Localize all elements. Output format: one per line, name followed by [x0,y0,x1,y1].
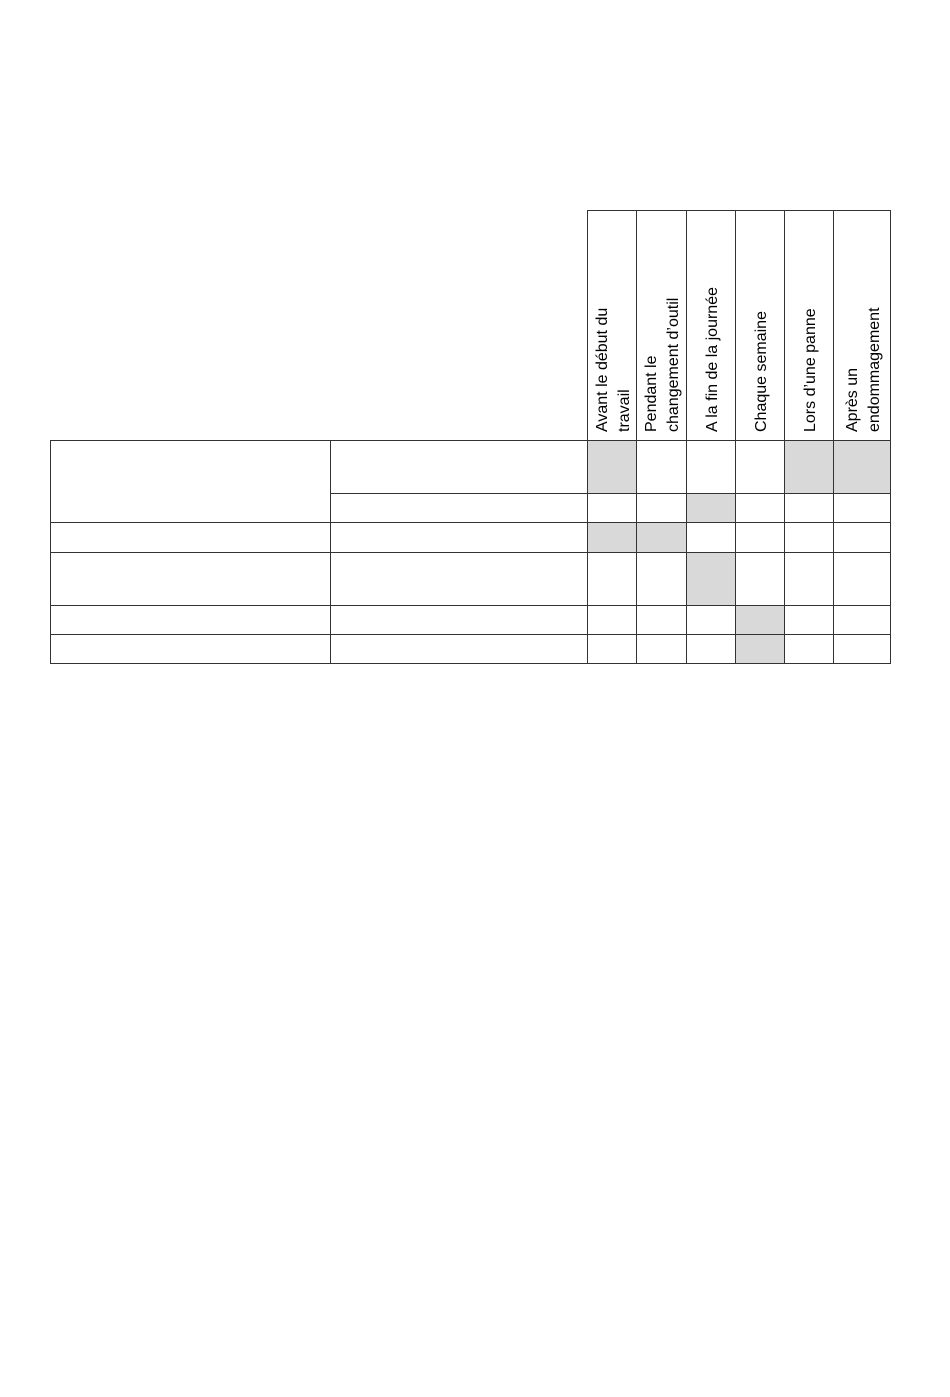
column-header-5 [800,308,822,432]
table-row-border [50,663,891,664]
shaded-cell [637,523,686,552]
table-column-border [50,440,51,664]
column-header-text: Pendant le [643,355,660,432]
shaded-cell [834,441,890,493]
header-top-border [587,210,891,211]
column-header-text: Lors d’une panne [801,308,819,432]
shaded-cell [687,494,735,522]
table-row-border [50,552,891,553]
column-header-text: travail [615,389,633,432]
header-column-divider [735,210,736,440]
table-row-border [330,493,891,494]
header-column-divider [833,210,834,440]
column-header-text: Chaque semaine [752,311,770,432]
column-header-6 [842,307,886,432]
header-column-divider [587,210,588,440]
table-column-border [587,440,588,664]
column-header-text: endommagement [865,307,883,432]
table-row-border [50,605,891,606]
shaded-cell [687,553,735,605]
column-header-2 [641,298,685,432]
column-header-text: changement d’outil [665,297,682,432]
shaded-cell [736,606,784,634]
column-header-3 [702,287,724,432]
table-column-border [686,440,687,664]
shaded-cell [588,523,636,552]
shaded-cell [588,441,636,493]
table-column-border [330,440,331,664]
table-column-border [833,440,834,664]
column-header-1 [592,308,636,432]
table-column-border [636,440,637,664]
header-column-divider [686,210,687,440]
column-header-4 [751,311,773,432]
column-header-text: Après un [843,367,861,432]
column-header-text: Avant le début du [593,307,611,432]
table-row-border [50,440,891,441]
table-column-border [890,440,891,664]
shaded-cell [736,635,784,663]
table-column-border [784,440,785,664]
header-column-divider [890,210,891,440]
table-row-border [50,634,891,635]
shaded-cell [785,441,833,493]
table-row-border [50,522,891,523]
header-column-divider [636,210,637,440]
header-column-divider [784,210,785,440]
table-column-border [735,440,736,664]
column-header-text: A la fin de la journée [703,287,721,432]
